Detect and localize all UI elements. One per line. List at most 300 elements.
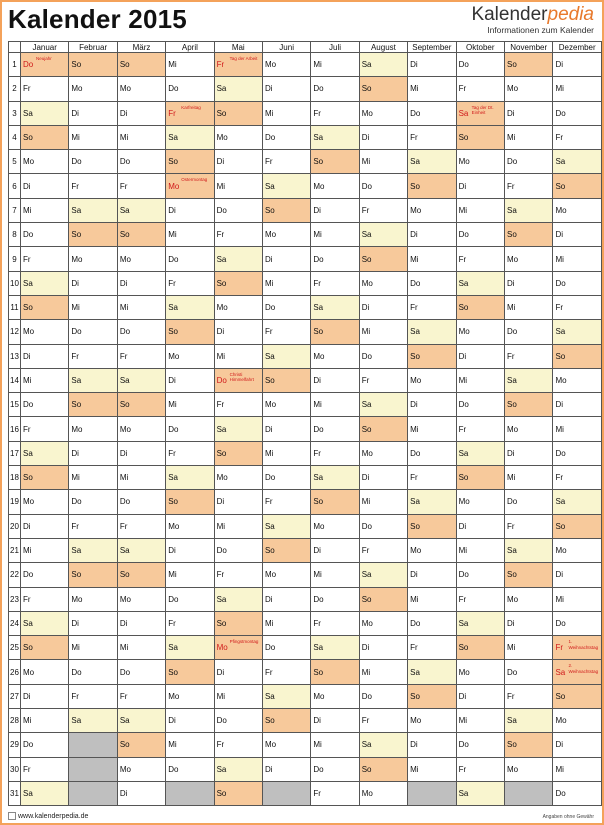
day-cell[interactable] — [20, 733, 68, 757]
day-cell[interactable] — [505, 733, 553, 757]
day-cell[interactable] — [408, 295, 456, 319]
day-cell[interactable] — [214, 223, 262, 247]
day-cell[interactable] — [408, 709, 456, 733]
day-cell[interactable] — [456, 490, 504, 514]
day-cell[interactable] — [20, 101, 68, 125]
day-cell[interactable] — [505, 393, 553, 417]
day-cell[interactable] — [166, 393, 214, 417]
day-cell[interactable] — [262, 757, 310, 781]
day-cell[interactable] — [214, 344, 262, 368]
day-cell[interactable] — [456, 733, 504, 757]
day-cell[interactable] — [69, 538, 117, 562]
day-cell[interactable] — [505, 660, 553, 684]
day-cell[interactable] — [20, 53, 68, 77]
day-cell[interactable] — [117, 295, 165, 319]
day-cell[interactable] — [456, 198, 504, 222]
day-cell[interactable] — [117, 77, 165, 101]
day-cell[interactable] — [20, 684, 68, 708]
day-cell[interactable] — [311, 174, 359, 198]
day-cell[interactable] — [505, 684, 553, 708]
day-cell[interactable] — [214, 368, 262, 392]
day-cell[interactable] — [69, 611, 117, 635]
day-cell[interactable] — [69, 368, 117, 392]
day-cell[interactable] — [69, 441, 117, 465]
day-cell[interactable] — [553, 563, 602, 587]
day-cell[interactable] — [505, 490, 553, 514]
day-cell[interactable] — [553, 393, 602, 417]
day-cell[interactable] — [505, 514, 553, 538]
day-cell[interactable] — [20, 77, 68, 101]
day-cell[interactable] — [20, 441, 68, 465]
day-cell[interactable] — [262, 368, 310, 392]
day-cell[interactable] — [20, 514, 68, 538]
day-cell[interactable] — [311, 150, 359, 174]
day-cell[interactable] — [69, 174, 117, 198]
day-cell[interactable] — [214, 417, 262, 441]
day-cell[interactable] — [359, 53, 407, 77]
day-cell[interactable] — [456, 757, 504, 781]
day-cell[interactable] — [117, 150, 165, 174]
day-cell[interactable] — [117, 53, 165, 77]
day-cell[interactable] — [359, 563, 407, 587]
day-cell[interactable] — [505, 320, 553, 344]
day-cell[interactable] — [20, 320, 68, 344]
day-cell[interactable] — [408, 320, 456, 344]
day-cell[interactable] — [117, 198, 165, 222]
day-cell[interactable] — [311, 320, 359, 344]
day-cell[interactable] — [359, 320, 407, 344]
day-cell[interactable] — [69, 125, 117, 149]
day-cell[interactable] — [311, 344, 359, 368]
day-cell[interactable] — [408, 660, 456, 684]
day-cell[interactable] — [166, 174, 214, 198]
day-cell[interactable] — [20, 466, 68, 490]
day-cell[interactable] — [214, 77, 262, 101]
day-cell[interactable] — [214, 611, 262, 635]
day-cell[interactable] — [214, 441, 262, 465]
day-cell[interactable] — [359, 295, 407, 319]
day-cell[interactable] — [311, 247, 359, 271]
day-cell[interactable] — [214, 636, 262, 660]
day-cell[interactable] — [214, 781, 262, 805]
day-cell[interactable] — [456, 150, 504, 174]
day-cell[interactable] — [553, 125, 602, 149]
day-cell[interactable] — [505, 611, 553, 635]
day-cell[interactable] — [456, 344, 504, 368]
day-cell[interactable] — [166, 417, 214, 441]
day-cell[interactable] — [117, 538, 165, 562]
day-cell[interactable] — [214, 587, 262, 611]
day-cell[interactable] — [214, 247, 262, 271]
day-cell[interactable] — [311, 490, 359, 514]
day-cell[interactable] — [359, 77, 407, 101]
day-cell[interactable] — [262, 490, 310, 514]
day-cell[interactable] — [262, 611, 310, 635]
day-cell[interactable] — [359, 150, 407, 174]
day-cell[interactable] — [456, 441, 504, 465]
day-cell[interactable] — [214, 660, 262, 684]
day-cell[interactable] — [20, 417, 68, 441]
day-cell[interactable] — [166, 77, 214, 101]
day-cell[interactable] — [20, 393, 68, 417]
day-cell[interactable] — [214, 563, 262, 587]
day-cell[interactable] — [311, 53, 359, 77]
day-cell[interactable] — [553, 587, 602, 611]
day-cell[interactable] — [408, 441, 456, 465]
day-cell[interactable] — [359, 417, 407, 441]
day-cell[interactable] — [553, 490, 602, 514]
day-cell[interactable] — [311, 223, 359, 247]
day-cell[interactable] — [456, 538, 504, 562]
day-cell[interactable] — [166, 757, 214, 781]
day-cell[interactable] — [117, 393, 165, 417]
day-cell[interactable] — [456, 368, 504, 392]
day-cell[interactable] — [311, 563, 359, 587]
day-cell[interactable] — [117, 490, 165, 514]
day-cell[interactable] — [166, 709, 214, 733]
day-cell[interactable] — [311, 125, 359, 149]
day-cell[interactable] — [69, 636, 117, 660]
day-cell[interactable] — [505, 271, 553, 295]
day-cell[interactable] — [408, 636, 456, 660]
day-cell[interactable] — [214, 733, 262, 757]
day-cell[interactable] — [311, 709, 359, 733]
day-cell[interactable] — [69, 223, 117, 247]
day-cell[interactable] — [311, 271, 359, 295]
day-cell[interactable] — [359, 636, 407, 660]
day-cell[interactable] — [69, 587, 117, 611]
day-cell[interactable] — [359, 368, 407, 392]
day-cell[interactable] — [456, 660, 504, 684]
day-cell[interactable] — [311, 101, 359, 125]
day-cell[interactable] — [456, 53, 504, 77]
day-cell[interactable] — [311, 587, 359, 611]
day-cell[interactable] — [456, 295, 504, 319]
day-cell[interactable] — [166, 247, 214, 271]
day-cell[interactable] — [166, 223, 214, 247]
day-cell[interactable] — [505, 417, 553, 441]
day-cell[interactable] — [311, 781, 359, 805]
day-cell[interactable] — [166, 125, 214, 149]
day-cell[interactable] — [69, 684, 117, 708]
day-cell[interactable] — [262, 77, 310, 101]
day-cell[interactable] — [359, 393, 407, 417]
day-cell[interactable] — [117, 223, 165, 247]
day-cell[interactable] — [69, 344, 117, 368]
day-cell[interactable] — [408, 101, 456, 125]
day-cell[interactable] — [408, 368, 456, 392]
day-cell[interactable] — [408, 150, 456, 174]
day-cell[interactable] — [456, 320, 504, 344]
day-cell[interactable] — [505, 538, 553, 562]
day-cell[interactable] — [69, 271, 117, 295]
day-cell[interactable] — [117, 368, 165, 392]
day-cell[interactable] — [20, 781, 68, 805]
day-cell[interactable] — [553, 174, 602, 198]
day-cell[interactable] — [166, 344, 214, 368]
day-cell[interactable] — [117, 101, 165, 125]
day-cell[interactable] — [359, 660, 407, 684]
day-cell[interactable] — [262, 684, 310, 708]
day-cell[interactable] — [408, 538, 456, 562]
day-cell[interactable] — [408, 514, 456, 538]
day-cell[interactable] — [408, 563, 456, 587]
day-cell[interactable] — [456, 466, 504, 490]
day-cell[interactable] — [214, 490, 262, 514]
day-cell[interactable] — [359, 709, 407, 733]
day-cell[interactable] — [214, 757, 262, 781]
day-cell[interactable] — [311, 441, 359, 465]
day-cell[interactable] — [359, 247, 407, 271]
day-cell[interactable] — [214, 709, 262, 733]
day-cell[interactable] — [359, 733, 407, 757]
day-cell[interactable] — [553, 344, 602, 368]
day-cell[interactable] — [553, 441, 602, 465]
day-cell[interactable] — [69, 77, 117, 101]
day-cell[interactable] — [69, 320, 117, 344]
day-cell[interactable] — [262, 150, 310, 174]
day-cell[interactable] — [69, 466, 117, 490]
day-cell[interactable] — [166, 684, 214, 708]
day-cell[interactable] — [262, 174, 310, 198]
day-cell[interactable] — [456, 271, 504, 295]
day-cell[interactable] — [166, 563, 214, 587]
day-cell[interactable] — [69, 514, 117, 538]
day-cell[interactable] — [505, 295, 553, 319]
day-cell[interactable] — [262, 636, 310, 660]
day-cell[interactable] — [262, 393, 310, 417]
day-cell[interactable] — [117, 320, 165, 344]
day-cell[interactable] — [117, 441, 165, 465]
day-cell[interactable] — [20, 636, 68, 660]
day-cell[interactable] — [69, 563, 117, 587]
day-cell[interactable] — [20, 368, 68, 392]
day-cell[interactable] — [311, 466, 359, 490]
day-cell[interactable] — [311, 514, 359, 538]
day-cell[interactable] — [262, 466, 310, 490]
day-cell[interactable] — [117, 344, 165, 368]
day-cell[interactable] — [166, 587, 214, 611]
day-cell[interactable] — [117, 466, 165, 490]
day-cell[interactable] — [20, 247, 68, 271]
day-cell[interactable] — [505, 125, 553, 149]
day-cell[interactable] — [553, 611, 602, 635]
day-cell[interactable] — [262, 587, 310, 611]
day-cell[interactable] — [553, 295, 602, 319]
day-cell[interactable] — [20, 295, 68, 319]
day-cell[interactable] — [359, 781, 407, 805]
day-cell[interactable] — [214, 320, 262, 344]
day-cell[interactable] — [262, 320, 310, 344]
day-cell[interactable] — [311, 660, 359, 684]
day-cell[interactable] — [311, 198, 359, 222]
day-cell[interactable] — [117, 174, 165, 198]
day-cell[interactable] — [408, 198, 456, 222]
day-cell[interactable] — [505, 709, 553, 733]
day-cell[interactable] — [69, 393, 117, 417]
day-cell[interactable] — [408, 611, 456, 635]
day-cell[interactable] — [505, 198, 553, 222]
day-cell[interactable] — [311, 538, 359, 562]
day-cell[interactable] — [456, 684, 504, 708]
day-cell[interactable] — [456, 77, 504, 101]
day-cell[interactable] — [166, 514, 214, 538]
day-cell[interactable] — [359, 514, 407, 538]
day-cell[interactable] — [553, 757, 602, 781]
day-cell[interactable] — [311, 417, 359, 441]
day-cell[interactable] — [359, 611, 407, 635]
day-cell[interactable] — [20, 223, 68, 247]
day-cell[interactable] — [505, 344, 553, 368]
day-cell[interactable] — [505, 466, 553, 490]
day-cell[interactable] — [408, 271, 456, 295]
day-cell[interactable] — [117, 684, 165, 708]
day-cell[interactable] — [20, 611, 68, 635]
day-cell[interactable] — [553, 417, 602, 441]
day-cell[interactable] — [214, 295, 262, 319]
day-cell[interactable] — [553, 709, 602, 733]
day-cell[interactable] — [456, 587, 504, 611]
day-cell[interactable] — [20, 660, 68, 684]
day-cell[interactable] — [505, 53, 553, 77]
day-cell[interactable] — [262, 514, 310, 538]
day-cell[interactable] — [553, 247, 602, 271]
day-cell[interactable] — [214, 684, 262, 708]
day-cell[interactable] — [166, 101, 214, 125]
day-cell[interactable] — [408, 125, 456, 149]
day-cell[interactable] — [262, 709, 310, 733]
day-cell[interactable] — [408, 490, 456, 514]
day-cell[interactable] — [408, 77, 456, 101]
day-cell[interactable] — [553, 684, 602, 708]
day-cell[interactable] — [166, 320, 214, 344]
day-cell[interactable] — [166, 466, 214, 490]
day-cell[interactable] — [69, 295, 117, 319]
day-cell[interactable] — [214, 271, 262, 295]
day-cell[interactable] — [69, 417, 117, 441]
day-cell[interactable] — [408, 757, 456, 781]
day-cell[interactable] — [359, 198, 407, 222]
day-cell[interactable] — [408, 417, 456, 441]
day-cell[interactable] — [553, 538, 602, 562]
day-cell[interactable] — [117, 781, 165, 805]
day-cell[interactable] — [166, 611, 214, 635]
day-cell[interactable] — [408, 247, 456, 271]
day-cell[interactable] — [117, 514, 165, 538]
day-cell[interactable] — [456, 709, 504, 733]
day-cell[interactable] — [408, 587, 456, 611]
day-cell[interactable] — [166, 733, 214, 757]
day-cell[interactable] — [262, 417, 310, 441]
day-cell[interactable] — [262, 660, 310, 684]
day-cell[interactable] — [262, 101, 310, 125]
day-cell[interactable] — [117, 271, 165, 295]
day-cell[interactable] — [408, 733, 456, 757]
day-cell[interactable] — [456, 101, 504, 125]
day-cell[interactable] — [456, 781, 504, 805]
day-cell[interactable] — [262, 295, 310, 319]
day-cell[interactable] — [311, 77, 359, 101]
day-cell[interactable] — [117, 733, 165, 757]
day-cell[interactable] — [408, 393, 456, 417]
day-cell[interactable] — [505, 368, 553, 392]
day-cell[interactable] — [359, 344, 407, 368]
day-cell[interactable] — [359, 587, 407, 611]
day-cell[interactable] — [117, 611, 165, 635]
day-cell[interactable] — [20, 757, 68, 781]
day-cell[interactable] — [214, 101, 262, 125]
day-cell[interactable] — [20, 344, 68, 368]
day-cell[interactable] — [166, 660, 214, 684]
day-cell[interactable] — [456, 417, 504, 441]
day-cell[interactable] — [505, 150, 553, 174]
day-cell[interactable] — [214, 150, 262, 174]
day-cell[interactable] — [359, 101, 407, 125]
day-cell[interactable] — [505, 441, 553, 465]
day-cell[interactable] — [553, 660, 602, 684]
day-cell[interactable] — [117, 417, 165, 441]
day-cell[interactable] — [214, 393, 262, 417]
day-cell[interactable] — [262, 198, 310, 222]
day-cell[interactable] — [262, 733, 310, 757]
footer-website[interactable]: www.kalenderpedia.de — [8, 812, 88, 820]
day-cell[interactable] — [311, 684, 359, 708]
day-cell[interactable] — [20, 538, 68, 562]
day-cell[interactable] — [20, 198, 68, 222]
day-cell[interactable] — [117, 247, 165, 271]
day-cell[interactable] — [505, 247, 553, 271]
day-cell[interactable] — [553, 368, 602, 392]
day-cell[interactable] — [20, 174, 68, 198]
day-cell[interactable] — [408, 223, 456, 247]
day-cell[interactable] — [117, 636, 165, 660]
day-cell[interactable] — [553, 150, 602, 174]
day-cell[interactable] — [166, 368, 214, 392]
day-cell[interactable] — [456, 611, 504, 635]
day-cell[interactable] — [214, 198, 262, 222]
day-cell[interactable] — [69, 150, 117, 174]
day-cell[interactable] — [505, 636, 553, 660]
day-cell[interactable] — [262, 344, 310, 368]
day-cell[interactable] — [117, 563, 165, 587]
day-cell[interactable] — [311, 733, 359, 757]
day-cell[interactable] — [359, 684, 407, 708]
day-cell[interactable] — [117, 587, 165, 611]
day-cell[interactable] — [214, 514, 262, 538]
day-cell[interactable] — [553, 320, 602, 344]
day-cell[interactable] — [166, 636, 214, 660]
day-cell[interactable] — [311, 757, 359, 781]
day-cell[interactable] — [553, 781, 602, 805]
day-cell[interactable] — [214, 125, 262, 149]
day-cell[interactable] — [505, 101, 553, 125]
day-cell[interactable] — [408, 344, 456, 368]
day-cell[interactable] — [311, 295, 359, 319]
day-cell[interactable] — [117, 660, 165, 684]
day-cell[interactable] — [456, 223, 504, 247]
day-cell[interactable] — [408, 684, 456, 708]
day-cell[interactable] — [553, 271, 602, 295]
day-cell[interactable] — [359, 223, 407, 247]
day-cell[interactable] — [456, 563, 504, 587]
day-cell[interactable] — [166, 150, 214, 174]
day-cell[interactable] — [505, 587, 553, 611]
day-cell[interactable] — [166, 441, 214, 465]
day-cell[interactable] — [456, 636, 504, 660]
day-cell[interactable] — [214, 174, 262, 198]
day-cell[interactable] — [166, 271, 214, 295]
day-cell[interactable] — [553, 514, 602, 538]
